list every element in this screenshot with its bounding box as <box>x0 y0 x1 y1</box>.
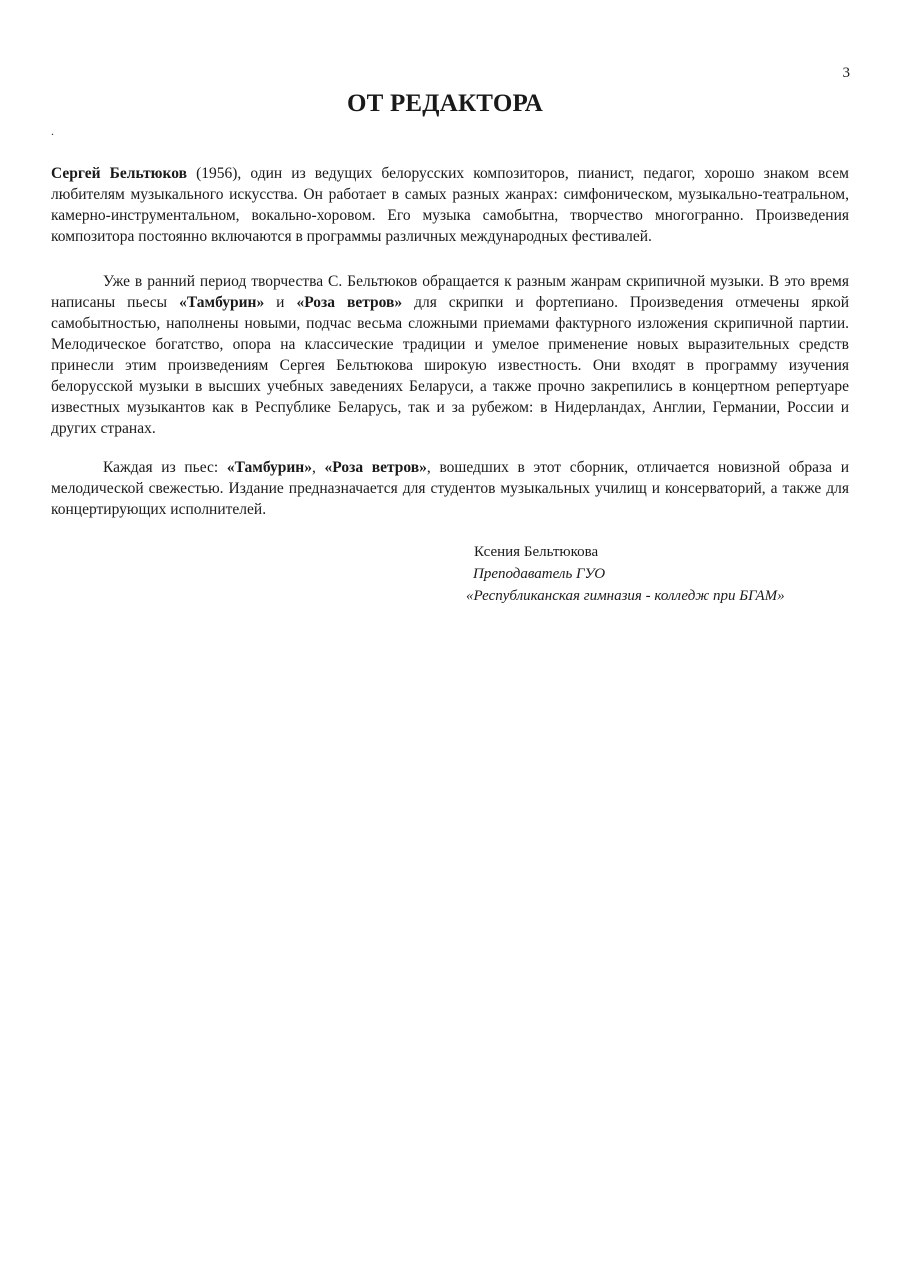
paragraph-early-works <box>51 271 849 439</box>
page-number: 3 <box>842 65 850 81</box>
piece-title-tambourin: «Тамбурин» <box>226 459 312 476</box>
signature-role: Преподаватель ГУО <box>473 566 606 582</box>
paragraph-early-works-text-c: для скрипки и фортепиано. Произведения отмечены яркой самобытностью, наполнены новыми, подчас весьма сложными приемами фактурного изложения скрипичной партии. Мелодическое богатство, опора на классические традиции и умелое применение новых выразительных средств принесли этим произведениям Сергея Бельтюкова широкую известность. Они входят в программу изучения белорусской музыки в высших учебных заведениях Беларуси, а также прочно закрепились в концертном репертуаре известных музыкантов как в Республике Беларусь, так и за рубежом: в Нидерландах, Англии, Германии, России и других странах. <box>51 294 849 437</box>
signature-name: Ксения Бельтюкова <box>474 544 599 560</box>
paragraph-collection-text-c: , вошедших в этот сборник, отличается новизной образа и мелодической свежестью. Издание предназначается для студентов музыкальных училищ и консерваторий, а также для концертирующих исполнителей. <box>51 459 849 518</box>
page-title: ОТ РЕДАКТОРА <box>346 90 544 117</box>
piece-title-roza-vetrov: «Роза ветров» <box>324 459 427 476</box>
paragraph-collection-text-b: , <box>311 459 325 476</box>
paragraph-collection-text-a: Каждая из пьес: <box>103 459 227 476</box>
paragraph-intro <box>51 163 849 247</box>
paragraph-intro-text: (1956), один из ведущих белорусских композиторов, пианист, педагог, хорошо знаком всем любителям музыкального искусства. Он работает в самых разных жанрах: симфоническом, музыкально-театральном, камерно-инструментальном, вокально-хоровом. Его музыка самобытна, творчество многогранно. Произведения композитора постоянно включаются в программы различных международных фестивалей. <box>51 165 849 245</box>
composer-name: Сергей Бельтюков <box>51 165 187 182</box>
piece-title-tambourin: «Тамбурин» <box>179 294 265 311</box>
piece-title-roza-vetrov: «Роза ветров» <box>296 294 403 311</box>
paragraph-early-works-text-b: и <box>264 294 297 311</box>
signature-block <box>466 541 866 607</box>
stray-mark: . <box>51 124 54 138</box>
paragraph-collection <box>51 457 849 520</box>
paragraph-early-works-text-a: Уже в ранний период творчества С. Бельтюков обращается к разным жанрам скрипичной музыки. В это время написаны пьесы <box>51 273 849 311</box>
signature-organization: «Республиканская гимназия - колледж при БГАМ» <box>466 588 785 604</box>
